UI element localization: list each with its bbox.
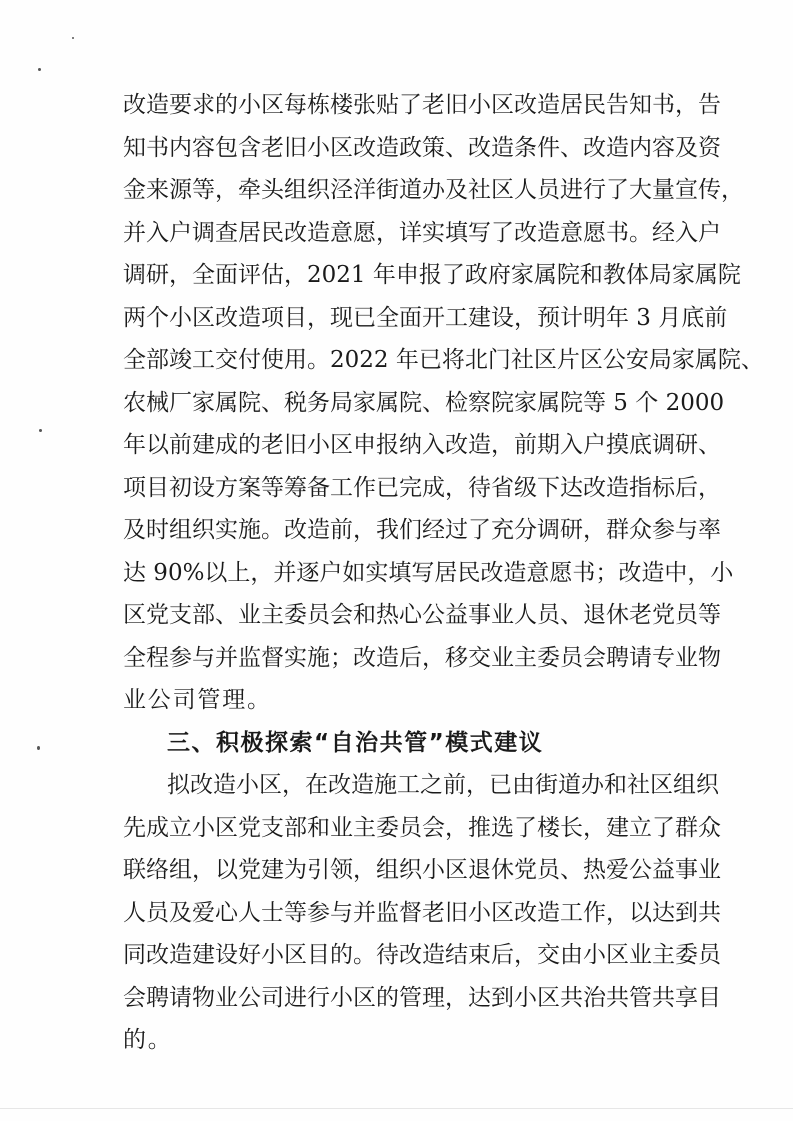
- text-line: 联络组，以党建为引领，组织小区退休党员、热爱公益事业: [123, 857, 721, 883]
- text-line: 的。: [123, 1027, 173, 1053]
- scan-speck: [37, 746, 40, 750]
- text-line: 年以前建成的老旧小区申报纳入改造，前期入户摸底调研、: [123, 432, 721, 458]
- paragraph-renovation-progress: [123, 84, 764, 722]
- text-line: 拟改造小区，在改造施工之前，已由街道办和社区组织: [167, 772, 719, 798]
- scan-speck: [72, 37, 74, 39]
- text-line: 两个小区改造项目，现已全面开工建设，预计明年 3 月底前: [123, 304, 728, 331]
- text-line: 业公司管理。: [123, 687, 272, 713]
- text-line: 人员及爱心人士等参与并监督老旧小区改造工作，以达到共: [123, 899, 721, 926]
- text-line: 全部竣工交付使用。2022 年已将北门社区片区公安局家属院、: [123, 347, 764, 373]
- text-line: 会聘请物业公司进行小区的管理，达到小区共治共管共享目: [123, 984, 721, 1011]
- document-body: [123, 84, 764, 1062]
- text-line: 达 90%以上，并逐户如实填写居民改造意愿书；改造中，小: [123, 559, 734, 586]
- paragraph-self-governance: [123, 764, 721, 1062]
- text-line: 区党支部、业主委员会和热心公益事业人员、退休老党员等: [123, 602, 721, 628]
- text-line: 及时组织实施。改造前，我们经过了充分调研，群众参与率: [123, 517, 721, 543]
- scan-speck: [38, 68, 41, 71]
- text-line: 知书内容包含老旧小区改造政策、改造条件、改造内容及资: [123, 134, 721, 161]
- text-line: 项目初设方案等筹备工作已完成，待省级下达改造指标后，: [123, 474, 721, 501]
- text-line: 先成立小区党支部和业主委员会，推选了楼长，建立了群众: [123, 814, 721, 841]
- text-line: 全程参与并监督实施；改造后，移交业主委员会聘请专业物: [123, 644, 721, 671]
- text-line: 金来源等，牵头组织泾洋街道办及社区人员进行了大量宣传，: [123, 177, 744, 203]
- text-line: 同改造建设好小区目的。待改造结束后，交由小区业主委员: [123, 942, 721, 968]
- text-line: 并入户调查居民改造意愿，详实填写了改造意愿书。经入户: [123, 219, 721, 246]
- text-line: 农械厂家属院、税务局家属院、检察院家属院等 5 个 2000: [123, 389, 725, 416]
- text-line: 调研，全面评估，2021 年申报了政府家属院和教体局家属院: [123, 262, 741, 288]
- scan-speck: [39, 429, 42, 432]
- section-heading: 三、积极探索“自治共管”模式建议: [167, 729, 544, 756]
- scan-edge: [0, 1108, 793, 1109]
- text-line: 改造要求的小区每栋楼张贴了老旧小区改造居民告知书，告: [123, 92, 721, 118]
